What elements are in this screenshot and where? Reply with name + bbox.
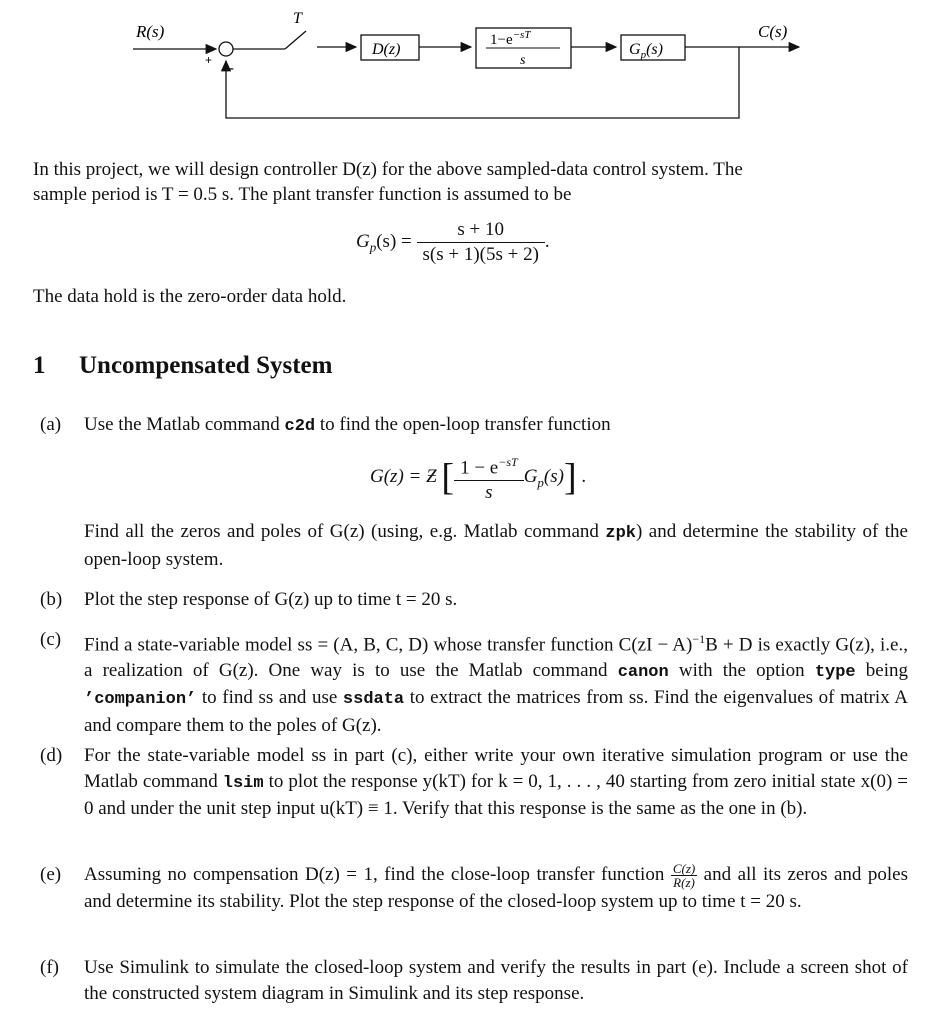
code-type: type (814, 662, 856, 682)
item-e-body (84, 862, 908, 915)
eq-lhs-sub: p (369, 239, 377, 255)
plant-denominator: s(s + 1)(5s + 2) (422, 244, 539, 265)
item-text: to plot the response y(kT) for k = 0, 1, . . . , 40 starting from zero initial state x(0) = 0 and under the unit step input u(kT) ≡ 1. Verify that this response is the same as the one in (b). (84, 770, 908, 819)
item-text: to find the open-loop transfer function (315, 414, 611, 435)
zoh-denominator: s (520, 53, 526, 68)
sampler-label: T (293, 10, 302, 27)
item-label: (e) (40, 864, 62, 885)
zoh-den: s (485, 482, 493, 504)
plant-numerator: s + 10 (417, 218, 545, 243)
zoh-numerator: $1-e^{-sT}$ (490, 29, 531, 48)
intro-line-1: In this project, we will design controller D(z) for the above sampled-data control system. The (33, 159, 743, 180)
input-label: R(s) (136, 22, 165, 41)
item-label: (f) (40, 957, 59, 978)
eq-plant-arg: (s) (543, 466, 564, 488)
item-f-body: Use Simulink to simulate the closed-loop system and verify the results in part (e). Include a screen shot of the constructed system diagram in Simulink and its step response. (84, 957, 908, 1004)
eq-period: . (581, 466, 587, 488)
section-number: 1 (33, 352, 46, 379)
item-c (40, 627, 908, 738)
eq-period: . (544, 230, 550, 252)
hold-sentence: The data hold is the zero-order data hold. (33, 286, 347, 307)
item-text: For the state-variable model ss in part (c), either write your own iterative simulation program or use the Matlab command (84, 745, 908, 792)
eq-plant: G (523, 466, 538, 488)
plant-fraction (417, 218, 545, 267)
summing-junction (219, 42, 233, 56)
output-label: C(s) (758, 22, 788, 41)
eq-lhs: G (356, 230, 370, 252)
zoh-num: $1 - e^{-sT}$ (454, 450, 524, 481)
item-d (40, 743, 908, 822)
intro-paragraph (33, 157, 908, 207)
item-label: (a) (40, 414, 62, 435)
item-a-body (84, 412, 908, 440)
item-label: (c) (40, 629, 62, 650)
item-text: Find a state-variable model ss = (A, B, C, D) whose transfer function C(zI − A) (84, 634, 693, 656)
item-d-body (84, 743, 908, 822)
section-heading (33, 352, 332, 380)
intro-line-2: sample period is T = 0.5 s. The plant transfer function is assumed to be (33, 184, 572, 205)
frac-den: R(z) (673, 875, 695, 891)
code-zpk: zpk (605, 524, 636, 543)
item-a-body-2 (84, 519, 908, 572)
code-lsim: lsim (222, 773, 264, 793)
left-bracket: [ (441, 456, 455, 499)
open-loop-equation (370, 450, 586, 505)
item-text: with the option (668, 659, 815, 681)
transfer-fraction (671, 862, 697, 889)
minus-sign: - (229, 60, 234, 77)
right-bracket: ] (563, 456, 577, 499)
plant-label: $G_p(s)$ (629, 41, 663, 61)
item-label: (b) (40, 589, 63, 610)
code-companion: ’companion’ (84, 690, 197, 710)
block-diagram (0, 0, 937, 135)
item-e (40, 862, 908, 915)
eq-lhs-tail: (s) = (376, 230, 412, 252)
item-text: to extract the matrices from ss. Find the eigenvalues of matrix A and compare them to the poles of G(z). (84, 687, 909, 736)
item-text: and all its zeros and poles and determine its stability. Plot the step response of the closed-loop system up to time t = 20 s. (84, 864, 909, 913)
zoh-fraction (454, 450, 524, 505)
item-b (40, 587, 908, 613)
item-text: B + D is exactly G(z), i.e., a realization of G(z). One way is to use the Matlab command (84, 634, 908, 681)
controller-label: D(z) (372, 41, 401, 58)
item-text: being (855, 659, 908, 681)
section-title: Uncompensated System (79, 352, 333, 379)
code-ssdata: ssdata (342, 690, 405, 710)
item-f (40, 955, 908, 1006)
eq-lhs: G(z) = Ƶ (370, 466, 437, 488)
plus-sign: + (205, 53, 213, 67)
sampler-switch (285, 31, 306, 49)
item-text: Find all the zeros and poles of G(z) (using, e.g. Matlab command (84, 521, 606, 542)
item-text: Use the Matlab command (84, 414, 285, 435)
item-text: ) and determine the stability of the open-loop system. (84, 521, 908, 570)
item-b-body: Plot the step response of G(z) up to time t = 20 s. (84, 589, 458, 610)
plant-equation (356, 218, 550, 267)
code-c2d: c2d (284, 417, 316, 436)
item-text: Assuming no compensation D(z) = 1, find the close-loop transfer function (84, 864, 671, 885)
item-label: (d) (40, 745, 63, 766)
item-text: to find ss and use (196, 687, 343, 709)
superscript: −1 (692, 632, 706, 646)
eq-plant-sub: p (537, 474, 544, 490)
item-a (40, 412, 908, 440)
code-canon: canon (617, 662, 669, 682)
frac-num: C(z) (672, 861, 696, 877)
item-c-body (84, 627, 908, 738)
item-a-cont (40, 519, 908, 572)
